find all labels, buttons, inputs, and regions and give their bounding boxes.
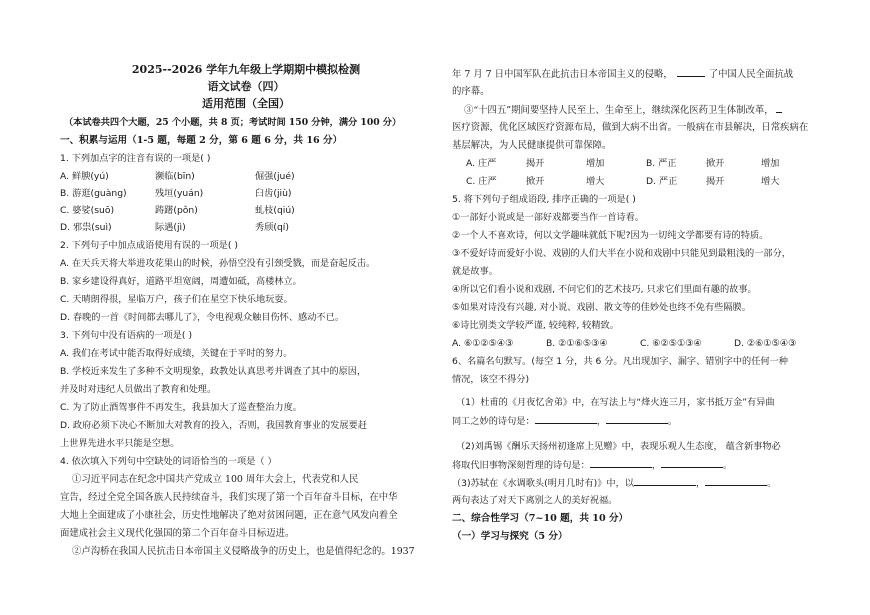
exam-note: （本试卷共四个大题，25 个小题，共 8 页；考试时间 150 分钟，满分 100 分）: [64, 117, 402, 128]
q4-passage-2-line-3: 的序幕。: [452, 86, 490, 97]
q3-option-d-cont: 上世界先进水平只能是空想。: [60, 438, 180, 449]
q2-option-d: D. 春晚的一首《时间都去哪儿了》，令电视观众触目伤怀、感动不已。: [60, 312, 344, 323]
q5-sentence-1: ①一部好小说或是一部好戏都要当作一首诗看。: [452, 212, 644, 223]
q6-stem-cont: 情况，该空不得分): [452, 374, 530, 385]
q2-stem: 2. 下列句子中加点成语使用有误的一项是( ): [60, 240, 238, 251]
q5-options: A. ⑥①②⑤④③ B. ②①⑥⑤③④ C. ⑥②⑤①③④ D. ②⑥①⑤④③: [452, 338, 797, 349]
q2-option-b: B. 家乡建设得真好，道路平坦宽阔，周遭如砥，高楼林立。: [60, 276, 302, 287]
q3-option-a: A. 我们在考试中能否取得好成绩，关键在于平时的努力。: [60, 348, 293, 359]
q6-item-2-answer: 将取代旧事物深刻哲理的诗句是： ， 。: [452, 460, 733, 471]
q4-passage-2-line-2: 年 7 月 7 日中国军队在此抗击日本帝国主义的侵略， 了中国人民全面抗战: [452, 69, 794, 80]
answer-blank[interactable]: [661, 458, 723, 468]
subsection-1-heading: （一）学习与探究（5 分）: [452, 531, 568, 542]
fill-blank: [776, 103, 782, 113]
q4-passage-1-line-1: ①习近平同志在纪念中国共产党成立 100 周年大会上，代表党和人民: [72, 474, 359, 485]
answer-blank[interactable]: [535, 414, 597, 424]
q2-option-a: A. 在天兵天将大举进攻花果山的时候，孙悟空没有引颈受戮，而是奋起反击。: [60, 258, 376, 269]
q6-item-3: （3)苏轼在《水调歌头(明月几时有)》中，以 ， 。: [452, 478, 777, 489]
q5-sentence-3-cont: 就是故事。: [452, 266, 498, 277]
q6-item-3-cont: 两句表达了对天下离别之人的美好祝福。: [452, 495, 618, 506]
q4-passage-3-line-2: 医疗资源，优化区域医疗资源布局，做到大病不出省。一般病在市县解决，日常疾病在: [452, 122, 809, 133]
q6-item-2: （2)刘禹锡《酬乐天扬州初逢席上见赠》中，表现乐观人生态度， 蕴含新事物必: [456, 441, 781, 452]
section-1-heading: 一、积累与运用（1-5 题，每题 2 分，第 6 题 6 分，共 16 分）: [60, 135, 343, 146]
q5-sentence-2: ②一个人不喜欢诗，何以文学趣味就低下呢?因为一切纯文学都要有诗的特质。: [452, 230, 769, 241]
q5-sentence-5: ⑤如果对诗没有兴趣, 对小说、戏剧、散文等的佳妙处也终不免有些隔膜。: [452, 302, 751, 313]
q4-passage-1-line-3: 大地上全面建成了小康社会，历史性地解决了绝对贫困问题，正在意气风发向着全: [60, 510, 398, 521]
q5-stem: 5. 将下列句子组成语段, 排序正确的一项是( ): [452, 194, 636, 205]
q4-option-row-2: C. 庄严 掀开 增大 D. 严正 揭开 增大: [466, 176, 780, 187]
q4-passage-3-line-1: ③“十四五”期间要坚持人民至上、生命至上，继续深化医药卫生体制改革，: [464, 103, 782, 117]
answer-blank[interactable]: [590, 458, 652, 468]
q1-option-b: B. 游逛(guàng) 残垣(yuán) 臼齿(jiù): [60, 188, 292, 199]
q4-stem: 4. 依次填入下列句中空缺处的词语恰当的一项是（ ）: [60, 456, 277, 467]
answer-blank[interactable]: [705, 476, 767, 486]
exam-subject: 语文试卷（四）: [207, 80, 285, 93]
q6-stem: 6、名篇名句默写。(每空 1 分，共 6 分。凡出现加字、漏字、错别字中的任何一种: [452, 356, 788, 367]
q3-option-b-cont: 并及时对违纪人员做出了教育和处理。: [60, 384, 217, 395]
q5-sentence-4: ④所以它们看小说和戏剧, 不问它们的艺术技巧, 只求它们里面有趣的故事。: [452, 284, 757, 295]
q1-option-a: A. 鲜腴(yú) 濒临(bīn) 倔强(jué): [60, 171, 295, 182]
exam-title: 2025--2026 学年九年级上学期期中模拟检测: [131, 63, 361, 76]
q5-sentence-3: ③不爱好诗而爱好小说、戏剧的人们大半在小说和戏剧中只能见到最粗浅的一部分，: [452, 248, 791, 259]
q4-passage-3-line-3: 基层解决，为人民健康提供可靠保障。: [452, 140, 612, 151]
q3-option-d: D. 政府必须下决心不断加大对教育的投入，否则，我国教育事业的发展要赶: [60, 420, 367, 431]
q2-option-c: C. 天晴朗得很，星临万户，孩子们在星空下快乐地玩耍。: [60, 294, 293, 305]
q6-item-1-answer: 同工之妙的诗句是： ， 。: [452, 416, 678, 427]
q3-option-b: B. 学校近来发生了多种不文明现象，政教处认真思考并调查了其中的原因，: [60, 366, 367, 377]
fill-blank: [677, 67, 705, 77]
q4-passage-1-line-2: 宣告，经过全党全国各族人民持续奋斗，我们实现了第一个百年奋斗目标，在中华: [60, 492, 398, 503]
q4-passage-2-line-1: ②卢沟桥在我国人民抗击日本帝国主义侵略战争的历史上，也是值得纪念的。1937: [72, 546, 415, 557]
q3-option-c: C. 为了防止酒驾事件不再发生，我县加大了巡查整治力度。: [60, 402, 302, 413]
q5-sentence-6: ⑥诗比别类文学较严谨, 较纯粹, 较精致。: [452, 320, 619, 331]
q1-option-d: D. 邪祟(suì) 际遇(jì) 秀颀(qí): [60, 222, 289, 233]
q1-option-c: C. 婆娑(suō) 踌躇(pǒn) 虬枝(qiú): [60, 205, 295, 216]
exam-scope: 适用范围（全国）: [202, 97, 290, 110]
answer-blank[interactable]: [606, 414, 668, 424]
q3-stem: 3. 下列句中没有语病的一项是( ): [60, 330, 193, 341]
answer-blank[interactable]: [634, 476, 696, 486]
q6-item-1: （1）杜甫的《月夜忆舍弟》中，在写法上与“烽火连三月，家书抵万金”有异曲: [456, 397, 775, 408]
q1-stem: 1. 下列加点字的注音有误的一项是( ): [60, 153, 211, 164]
q4-passage-1-line-4: 面建成社会主义现代化强国的第二个百年奋斗目标迈进。: [60, 528, 295, 539]
section-2-heading: 二、综合性学习（7~10 题，共 10 分）: [452, 513, 629, 524]
q4-option-row-1: A. 庄严 揭开 增加 B. 严正 掀开 增加: [466, 158, 780, 169]
